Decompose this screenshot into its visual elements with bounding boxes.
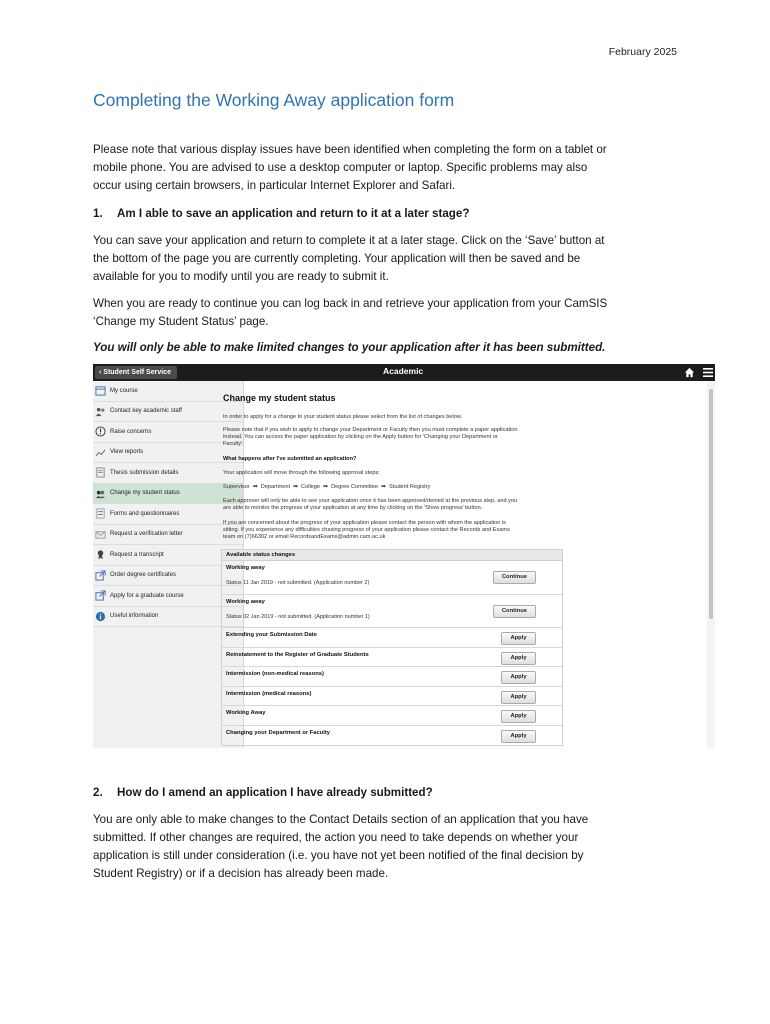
- users-icon: [95, 488, 106, 499]
- continue-button[interactable]: Continue: [493, 605, 536, 618]
- note-line: are able to monitor the progress of your application at any time by clicking on the 'Show progress' button.: [223, 505, 483, 511]
- camsis-screenshot: [93, 364, 715, 748]
- status-changes-table: [221, 549, 563, 746]
- instructions-text: In order to apply for a change to your student status please select from the list of changes below.: [223, 414, 463, 420]
- row-status: Status 11 Jan 2019 - not submitted. (Application number 2): [226, 580, 370, 586]
- question-1-heading: [93, 207, 469, 220]
- note-line: Faculty'.: [223, 441, 244, 447]
- apply-button[interactable]: Apply: [501, 632, 536, 645]
- external-link-icon: [95, 590, 106, 601]
- arrow-right-icon: ➡: [323, 484, 329, 490]
- sidebar-item-label: View reports: [110, 449, 144, 456]
- apply-button[interactable]: Apply: [501, 710, 536, 723]
- concern-note: [223, 520, 563, 541]
- intro-line: Please note that various display issues have been identified when completing the form on a tablet or: [93, 143, 607, 156]
- sidebar-item-label: Thesis submission details: [110, 469, 179, 476]
- row-title: Working away: [226, 598, 265, 605]
- row-title: Changing your Department or Faculty: [226, 729, 331, 736]
- home-icon[interactable]: [684, 367, 695, 378]
- row-title: Intermission (non-medical reasons): [226, 671, 324, 678]
- row-title: Working away: [226, 565, 265, 571]
- note-line: instead. You can access the paper application by clicking on the Apply button for 'Changing your Department or: [223, 434, 498, 440]
- report-icon: [95, 447, 106, 458]
- ribbon-icon: [95, 549, 106, 560]
- note-line: Please note that if you wish to apply to change your Department or Faculty then you must complete a paper application: [223, 427, 518, 433]
- note-line: team on (7)66302 or email RecordsandExams@admin.cam.ac.uk: [223, 534, 386, 540]
- approval-step: Supervisor: [223, 484, 250, 490]
- top-navigation-bar: [93, 364, 715, 381]
- arrow-right-icon: ➡: [293, 484, 299, 490]
- table-row: [222, 667, 562, 687]
- approval-step: Department: [260, 484, 291, 490]
- scrollbar-thumb[interactable]: [709, 389, 713, 619]
- calendar-icon: [95, 385, 106, 396]
- letter-icon: [95, 529, 106, 540]
- apply-button[interactable]: Apply: [501, 652, 536, 665]
- document-title: Completing the Working Away application form: [93, 90, 455, 110]
- paragraph-line: the bottom of the page you are currently completing. Your application will then be saved and be: [93, 252, 581, 265]
- sidebar-item-label: Change my student status: [110, 490, 180, 497]
- sidebar-item-label: Raise concerns: [110, 428, 152, 435]
- question-2-paragraph: [93, 811, 683, 883]
- sidebar-item-label: Order degree certificates: [110, 572, 177, 579]
- intro-line: occur using certain browsers, in particular Internet Explorer and Safari.: [93, 179, 456, 192]
- question-1-paragraph-1: [93, 232, 683, 286]
- table-row: [222, 687, 562, 707]
- row-status: Status 02 Jan 2019 - not submitted. (Application number 1): [226, 613, 370, 620]
- sidebar-item-label: Contact key academic staff: [110, 408, 182, 415]
- question-1-number: 1.: [93, 207, 103, 220]
- paragraph-line: submitted. If other changes are required, the action you need to take depends on whether your: [93, 831, 579, 844]
- apply-button[interactable]: Apply: [501, 691, 536, 704]
- question-2-heading: [93, 786, 433, 799]
- table-row: [222, 628, 562, 648]
- sidebar-item-label: Request a transcript: [110, 551, 164, 558]
- table-header: Available status changes: [222, 550, 562, 561]
- intro-paragraph: [93, 141, 683, 195]
- paragraph-line: available for you to modify until you are ready to submit it.: [93, 270, 389, 283]
- paragraph-line: You can save your application and return to complete it at a later stage. Click on the ‘Save’ button at: [93, 234, 605, 247]
- people-icon: [95, 406, 106, 417]
- table-row: [222, 561, 562, 595]
- table-row: [222, 595, 562, 629]
- document-icon: [95, 467, 106, 478]
- nav-bar-title: Academic: [383, 366, 424, 376]
- page-title: Change my student status: [223, 393, 336, 403]
- note-line: If you are concerned about the progress of your application please contact the person with whom the application is: [223, 520, 506, 526]
- paragraph-line: ‘Change my Student Status’ page.: [93, 315, 269, 328]
- row-title: Reinstatement to the Register of Graduate Students: [226, 651, 369, 658]
- sidebar-item-label: Useful information: [110, 613, 159, 620]
- note-line: sitting. If you experience any difficulties chasing progress of your application please contact the Records and Exams: [223, 527, 510, 533]
- row-title: Working Away: [226, 710, 266, 717]
- table-row: [222, 706, 562, 726]
- main-content: [221, 381, 701, 748]
- exclamation-icon: [95, 426, 106, 437]
- document-date: February 2025: [608, 46, 677, 58]
- question-1-text: Am I able to save an application and return to it at a later stage?: [117, 207, 470, 220]
- student-self-service-button[interactable]: ‹ Student Self Service: [95, 366, 177, 379]
- approval-intro: Your application will move through the following approval steps:: [223, 470, 380, 476]
- question-1-paragraph-2: [93, 295, 683, 331]
- paper-application-note: [223, 427, 563, 448]
- sidebar-item-label: My course: [110, 387, 138, 394]
- intro-line: mobile phone. You are advised to use a desktop computer or laptop. Specific problems may also: [93, 161, 588, 174]
- back-button-label: Student Self Service: [103, 369, 171, 376]
- scrollbar[interactable]: [707, 381, 715, 748]
- hamburger-menu-icon[interactable]: [703, 368, 713, 377]
- continue-button[interactable]: Continue: [493, 571, 536, 584]
- row-title: Extending your Submission Date: [226, 632, 317, 638]
- info-icon: [95, 611, 106, 622]
- form-icon: [95, 508, 106, 519]
- approval-step: College: [301, 484, 321, 490]
- note-line: Each approver will only be able to see your application once it has been approved/denied at the previous step, and you: [223, 498, 518, 504]
- approval-step: Degree Committee: [331, 484, 379, 490]
- table-row: [222, 726, 562, 745]
- paragraph-line: application is still under consideration (i.e. you have not yet been notified of the final decision by: [93, 849, 584, 862]
- row-title: Intermission (medical reasons): [226, 690, 312, 697]
- arrow-right-icon: ➡: [381, 484, 387, 490]
- apply-button[interactable]: Apply: [501, 671, 536, 684]
- table-row: [222, 648, 562, 668]
- external-link-icon: [95, 570, 106, 581]
- paragraph-line: Student Registry) or if a decision has already been made.: [93, 867, 389, 880]
- sidebar-item-label: Apply for a graduate course: [110, 592, 184, 599]
- arrow-right-icon: ➡: [252, 484, 258, 490]
- paragraph-line: When you are ready to continue you can log back in and retrieve your application from your CamSIS: [93, 297, 608, 310]
- apply-button[interactable]: Apply: [501, 730, 536, 743]
- paragraph-line: You are only able to make changes to the Contact Details section of an application that you have: [93, 813, 589, 826]
- approval-steps: [223, 484, 563, 491]
- question-2-number: 2.: [93, 786, 103, 799]
- limited-changes-note: You will only be able to make limited changes to your application after it has been submitted.: [93, 341, 606, 354]
- approver-note: [223, 498, 563, 512]
- question-2-text: How do I amend an application I have already submitted?: [117, 786, 433, 799]
- sidebar-item-label: Request a verification letter: [110, 531, 183, 538]
- what-happens-heading: What happens after I've submitted an application?: [223, 456, 357, 462]
- approval-step: Student Registry: [389, 484, 431, 490]
- sidebar-item-label: Forms and questionnaires: [110, 510, 180, 517]
